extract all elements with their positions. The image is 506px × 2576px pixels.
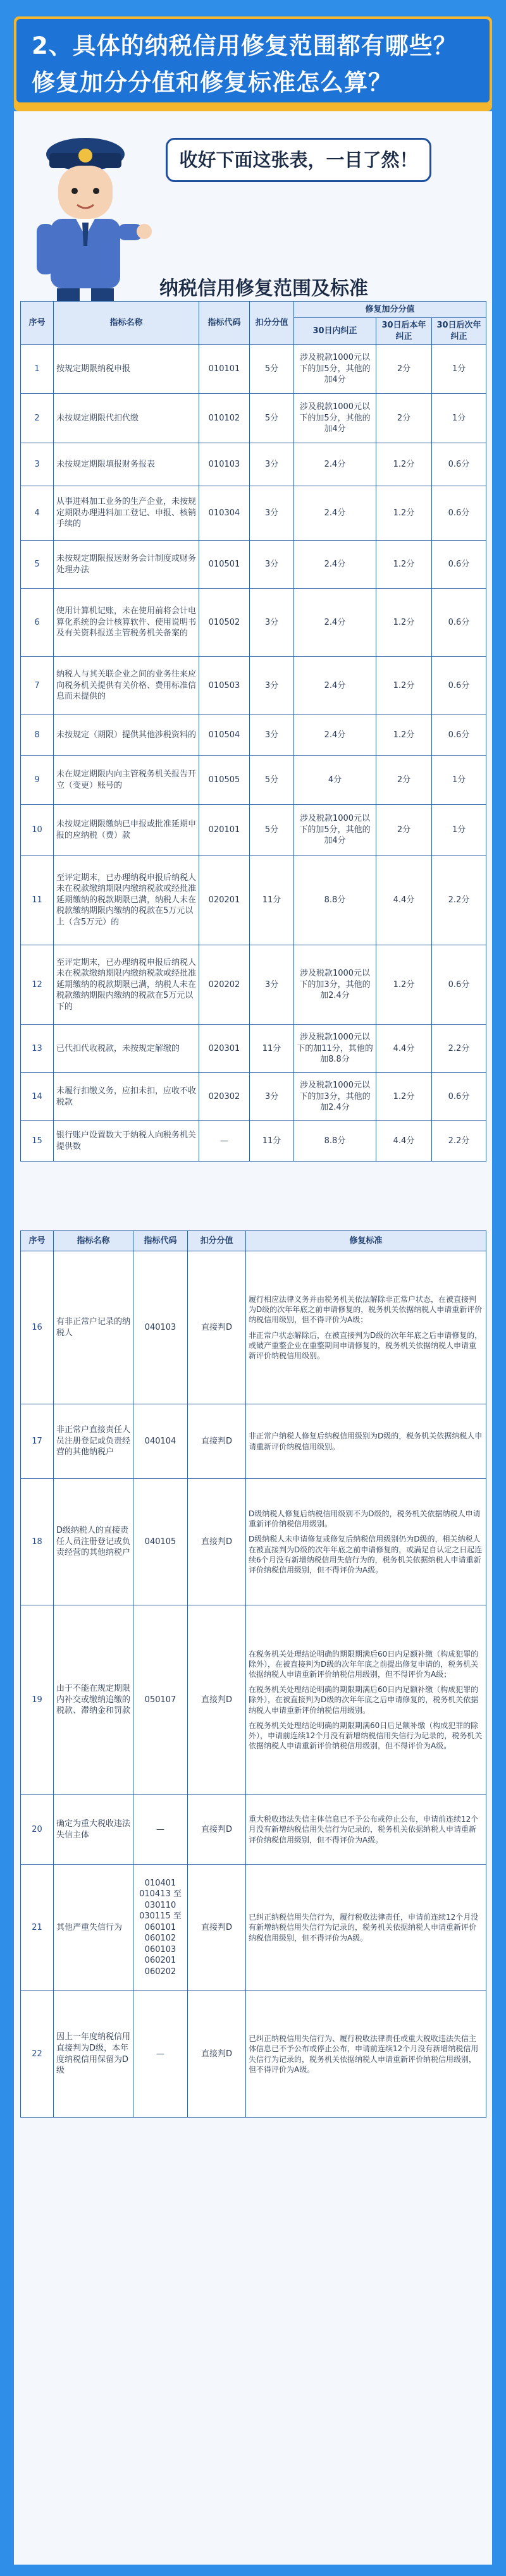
row-seq: 17 [21,1404,54,1479]
header-code: 指标代码 [199,302,250,345]
row-indicator-name: 银行账户设置数大于纳税人向税务机关提供数 [54,1121,199,1162]
row-indicator-name: 未按规定期限填报财务报表 [54,443,199,486]
row-indicator-code: 010501 [199,541,250,589]
repair-table-part-2 [20,1230,486,2118]
row-deduct-score: 5分 [250,345,294,394]
row-seq: 22 [21,1991,54,2118]
row-bonus-after-30-this-year: 2分 [376,756,432,805]
row-indicator-name: 未按规定期限缴纳已申报或批准延期申报的应纳税（费）款 [54,805,199,856]
row-indicator-name: 按规定期限纳税申报 [54,345,199,394]
row-bonus-after-30-next-year: 1分 [432,805,486,856]
row-seq: 16 [21,1251,54,1404]
row-indicator-code: 010502 [199,589,250,657]
row-seq: 3 [21,443,54,486]
row-indicator-code: 020202 [199,945,250,1025]
row-seq: 2 [21,394,54,443]
row-indicator-name: 有非正常户记录的纳税人 [54,1251,133,1404]
criteria-paragraph: 已纠正纳税信用失信行为，履行税收法律责任，申请前连续12个月没有新增纳税信用失信行为记录的，税务机关依据纳税人申请重新评价纳税信用级别，但不得评价为A级。 [249,1913,479,1942]
row-bonus-after-30-next-year: 1分 [432,756,486,805]
row-bonus-30-days: 涉及税款1000元以下的加5分，其他的加4分 [294,345,376,394]
criteria-paragraph: 在税务机关处理结论明确的期限期满60日后足额补缴（构成犯罪的除外），申请前连续12个月没有新增纳税信用失信行为记录的，税务机关依据纳税人申请重新评价纳税信用级别，但不得评价为A级。 [249,1720,483,1751]
row-indicator-code: 010304 [199,486,250,541]
row-bonus-after-30-this-year: 2分 [376,345,432,394]
row-indicator-name: 至评定期末，已办理纳税申报后纳税人未在税款缴纳期限内缴纳税款或经批准延期缴纳的税款期限已满，纳税人未在税款缴纳期限内缴纳的税款在5万元以下的 [54,945,199,1025]
row-bonus-after-30-next-year: 0.6分 [432,657,486,715]
row-indicator-code: 010401 010413 至 030110 030115 至 060101 060102 060103 060201 060202 [133,1865,188,1991]
table-title: 纳税信用修复范围及标准 [115,273,492,306]
header-seq: 序号 [21,302,54,345]
row-bonus-after-30-this-year: 1.2分 [376,1073,432,1121]
row-seq: 18 [21,1479,54,1605]
row-seq: 11 [21,856,54,945]
row-bonus-after-30-next-year: 0.6分 [432,945,486,1025]
row-indicator-code: 010504 [199,715,250,756]
table-row [21,657,486,715]
criteria-paragraph: D级纳税人修复后纳税信用级别不为D级的，税务机关依据纳税人申请重新评价纳税信用级别。 [249,1509,481,1529]
table-row [21,1479,486,1605]
row-bonus-30-days: 涉及税款1000元以下的加5分，其他的加4分 [294,805,376,856]
row-bonus-30-days: 2.4分 [294,715,376,756]
row-repair-criteria [246,1404,486,1479]
row-seq: 15 [21,1121,54,1162]
row-deduct-score: 5分 [250,805,294,856]
header-name: 指标名称 [54,1231,133,1251]
row-bonus-30-days: 2.4分 [294,486,376,541]
criteria-paragraph: 在税务机关处理结论明确的期限期满后60日内足额补缴（构成犯罪的除外），在被直接判为D级的次年年底之前提出修复申请的，税务机关依据纳税人申请重新评价纳税信用级别，但不得评价为A级； [249,1649,479,1679]
row-repair-criteria [246,1795,486,1865]
criteria-paragraph: 非正常户状态解除后，在被直接判为D级的次年年底之后申请修复的，或破产重整企业在重整期间申请修复的，税务机关依据纳税人申请重新评价纳税信用级别。 [249,1330,483,1360]
row-indicator-code: 040105 [133,1479,188,1605]
header-seq: 序号 [21,1231,54,1251]
row-bonus-30-days: 2.4分 [294,443,376,486]
row-bonus-after-30-next-year: 2.2分 [432,1025,486,1073]
banner-line-2: 修复加分分值和修复标准怎么算？ [32,69,392,96]
row-indicator-name: 从事进料加工业务的生产企业，未按规定期限办理进料加工登记、申报、核销手续的 [54,486,199,541]
row-deduct-score: 5分 [250,394,294,443]
row-indicator-name: 已代扣代收税款，未按规定解缴的 [54,1025,199,1073]
criteria-paragraph: 非正常户纳税人修复后纳税信用级别为D级的，税务机关依据纳税人申请重新评价纳税信用级别。 [249,1432,483,1451]
row-deduct-score: 直接判D [188,1605,246,1795]
row-deduct-score: 3分 [250,589,294,657]
table-row [21,345,486,394]
row-seq: 7 [21,657,54,715]
header-bonus: 修复加分分值 [294,302,486,318]
row-indicator-code: — [199,1121,250,1162]
row-indicator-name: 其他严重失信行为 [54,1865,133,1991]
row-seq: 4 [21,486,54,541]
row-bonus-after-30-next-year: 0.6分 [432,715,486,756]
row-deduct-score: 3分 [250,486,294,541]
row-deduct-score: 3分 [250,657,294,715]
repair-table-part-1 [20,301,486,1162]
row-seq: 5 [21,541,54,589]
row-indicator-code: 010503 [199,657,250,715]
row-deduct-score: 11分 [250,856,294,945]
row-indicator-code: 050107 [133,1605,188,1795]
table-row [21,1404,486,1479]
row-repair-criteria [246,1865,486,1991]
row-indicator-code: 010101 [199,345,250,394]
row-deduct-score: 3分 [250,715,294,756]
row-bonus-after-30-this-year: 1.2分 [376,945,432,1025]
header-code: 指标代码 [133,1231,188,1251]
row-deduct-score: 直接判D [188,1865,246,1991]
row-indicator-name: 确定为重大税收违法失信主体 [54,1795,133,1865]
row-bonus-30-days: 2.4分 [294,657,376,715]
table-row [21,856,486,945]
banner-line-1: 2、具体的纳税信用修复范围都有哪些？ [32,32,457,59]
row-indicator-code: — [133,1795,188,1865]
row-repair-criteria [246,1605,486,1795]
row-bonus-after-30-this-year: 2分 [376,805,432,856]
row-bonus-after-30-this-year: 4.4分 [376,856,432,945]
row-seq: 20 [21,1795,54,1865]
row-bonus-after-30-next-year: 2.2分 [432,1121,486,1162]
row-indicator-name: 未履行扣缴义务，应扣未扣，应收不收税款 [54,1073,199,1121]
table-row [21,1251,486,1404]
row-seq: 10 [21,805,54,856]
criteria-paragraph: 已纠正纳税信用失信行为、履行税收法律责任或重大税收违法失信主体信息已不予公布或停止公布，申请前连续12个月没有新增纳税信用失信行为记录的，税务机关依据纳税人申请重新评价纳税信用级别，但不得评价为A级。 [249,2034,479,2074]
row-bonus-after-30-this-year: 1.2分 [376,715,432,756]
table-row [21,541,486,589]
table-row [21,756,486,805]
row-deduct-score: 11分 [250,1025,294,1073]
row-bonus-after-30-next-year: 0.6分 [432,1073,486,1121]
row-seq: 12 [21,945,54,1025]
row-bonus-30-days: 涉及税款1000元以下的加3分，其他的加2.4分 [294,945,376,1025]
row-bonus-30-days: 4分 [294,756,376,805]
table-row [21,715,486,756]
row-seq: 21 [21,1865,54,1991]
row-indicator-code: 040103 [133,1251,188,1404]
row-deduct-score: 直接判D [188,1991,246,2118]
row-indicator-code: — [133,1991,188,2118]
row-indicator-name: 非正常户直接责任人员注册登记或负责经营的其他纳税户 [54,1404,133,1479]
criteria-paragraph: 履行相应法律义务并由税务机关依法解除非正常户状态，在被直接判为D级的次年年底之前申请修复的，税务机关依据纳税人申请重新评价纳税信用级别，但不得评价为A级； [249,1294,483,1325]
row-indicator-name: 未按规定期限代扣代缴 [54,394,199,443]
row-bonus-after-30-this-year: 1.2分 [376,443,432,486]
header-name: 指标名称 [54,302,199,345]
row-bonus-30-days: 涉及税款1000元以下的加3分，其他的加2.4分 [294,1073,376,1121]
row-indicator-name: 未按规定（期限）提供其他涉税资料的 [54,715,199,756]
criteria-paragraph: 在税务机关处理结论明确的期限期满后60日内足额补缴（构成犯罪的除外），在被直接判为D级的次年年底之后申请修复的，税务机关依据纳税人申请重新评价纳税信用级别。 [249,1685,479,1715]
speech-bubble: 收好下面这张表，一目了然！ [166,138,431,182]
row-bonus-after-30-next-year: 0.6分 [432,589,486,657]
row-bonus-after-30-this-year: 4.4分 [376,1025,432,1073]
header-after-30-this-year: 30日后本年纠正 [376,318,432,345]
header-30-days: 30日内纠正 [294,318,376,345]
row-bonus-after-30-next-year: 0.6分 [432,541,486,589]
row-bonus-30-days: 8.8分 [294,1121,376,1162]
row-indicator-name: 使用计算机记账，未在使用前将会计电算化系统的会计核算软件、使用说明书及有关资料报送主管税务机关备案的 [54,589,199,657]
table-row [21,1795,486,1865]
table-row [21,805,486,856]
row-indicator-code: 020302 [199,1073,250,1121]
row-deduct-score: 3分 [250,541,294,589]
row-deduct-score: 直接判D [188,1795,246,1865]
criteria-paragraph: 重大税收违法失信主体信息已不予公布或停止公布，申请前连续12个月没有新增纳税信用失信行为记录的，税务机关依据纳税人申请重新评价纳税信用级别，但不得评价为A级。 [249,1815,479,1844]
row-deduct-score: 3分 [250,443,294,486]
row-indicator-code: 010505 [199,756,250,805]
row-seq: 6 [21,589,54,657]
row-deduct-score: 5分 [250,756,294,805]
row-indicator-code: 040104 [133,1404,188,1479]
row-indicator-name: 至评定期末，已办理纳税申报后纳税人未在税款缴纳期限内缴纳税款或经批准延期缴纳的税款期限已满，纳税人未在税款缴纳期限内缴纳的税款在5万元以上（含5万元）的 [54,856,199,945]
row-seq: 9 [21,756,54,805]
row-repair-criteria [246,1479,486,1605]
header-banner [14,16,492,105]
row-bonus-after-30-next-year: 0.6分 [432,486,486,541]
row-bonus-30-days: 涉及税款1000元以下的加5分，其他的加4分 [294,394,376,443]
row-repair-criteria [246,1251,486,1404]
row-seq: 13 [21,1025,54,1073]
row-indicator-code: 010102 [199,394,250,443]
row-seq: 8 [21,715,54,756]
row-bonus-after-30-next-year: 1分 [432,345,486,394]
table-row [21,1025,486,1073]
row-indicator-code: 010103 [199,443,250,486]
row-indicator-name: 纳税人与其关联企业之间的业务往来应向税务机关提供有关价格、费用标准信息而未提供的 [54,657,199,715]
header-after-30-next-year: 30日后次年纠正 [432,318,486,345]
table-row [21,1605,486,1795]
table-row [21,1865,486,1991]
table-row [21,589,486,657]
row-repair-criteria [246,1991,486,2118]
row-bonus-30-days: 2.4分 [294,589,376,657]
row-bonus-after-30-this-year: 4.4分 [376,1121,432,1162]
table-row [21,1991,486,2118]
row-bonus-after-30-this-year: 1.2分 [376,657,432,715]
table-row [21,945,486,1025]
table-row [21,443,486,486]
row-bonus-after-30-next-year: 1分 [432,394,486,443]
row-bonus-after-30-this-year: 2分 [376,394,432,443]
row-bonus-30-days: 2.4分 [294,541,376,589]
row-deduct-score: 11分 [250,1121,294,1162]
row-deduct-score: 3分 [250,1073,294,1121]
row-bonus-after-30-this-year: 1.2分 [376,589,432,657]
header-criteria: 修复标准 [246,1231,486,1251]
content-card [14,111,492,2565]
row-indicator-name: 未按规定期限报送财务会计制度或财务处理办法 [54,541,199,589]
row-indicator-code: 020101 [199,805,250,856]
row-bonus-after-30-next-year: 2.2分 [432,856,486,945]
row-indicator-name: 因上一年度纳税信用直接判为D级，本年度纳税信用保留为D级 [54,1991,133,2118]
row-bonus-after-30-this-year: 1.2分 [376,541,432,589]
row-bonus-after-30-next-year: 0.6分 [432,443,486,486]
table-row [21,486,486,541]
row-seq: 1 [21,345,54,394]
row-deduct-score: 直接判D [188,1251,246,1404]
row-deduct-score: 3分 [250,945,294,1025]
row-seq: 14 [21,1073,54,1121]
row-indicator-name: D级纳税人的直接责任人员注册登记或负责经营的其他纳税户 [54,1479,133,1605]
table-row [21,1121,486,1162]
row-indicator-name: 由于不能在规定期限内补交或缴纳追缴的税款、滞纳金和罚款 [54,1605,133,1795]
row-deduct-score: 直接判D [188,1479,246,1605]
header-deduct: 扣分分值 [250,302,294,345]
row-seq: 19 [21,1605,54,1795]
table-row [21,394,486,443]
row-bonus-30-days: 涉及税款1000元以下的加11分，其他的加8.8分 [294,1025,376,1073]
row-indicator-code: 020201 [199,856,250,945]
row-indicator-code: 020301 [199,1025,250,1073]
table-row [21,1073,486,1121]
row-deduct-score: 直接判D [188,1404,246,1479]
row-indicator-name: 未在规定期限内向主管税务机关报告开立（变更）账号的 [54,756,199,805]
row-bonus-30-days: 8.8分 [294,856,376,945]
criteria-paragraph: D级纳税人未申请修复或修复后纳税信用级别仍为D级的，相关纳税人在被直接判为D级的次年年底之前申请修复的，或满足自认定之日起连续6个月没有新增纳税信用失信行为的，税务机关依据纳税人申请重新评价纳税信用级别，但不得评价为A级。 [249,1535,483,1574]
row-bonus-after-30-this-year: 1.2分 [376,486,432,541]
header-deduct: 扣分分值 [188,1231,246,1251]
